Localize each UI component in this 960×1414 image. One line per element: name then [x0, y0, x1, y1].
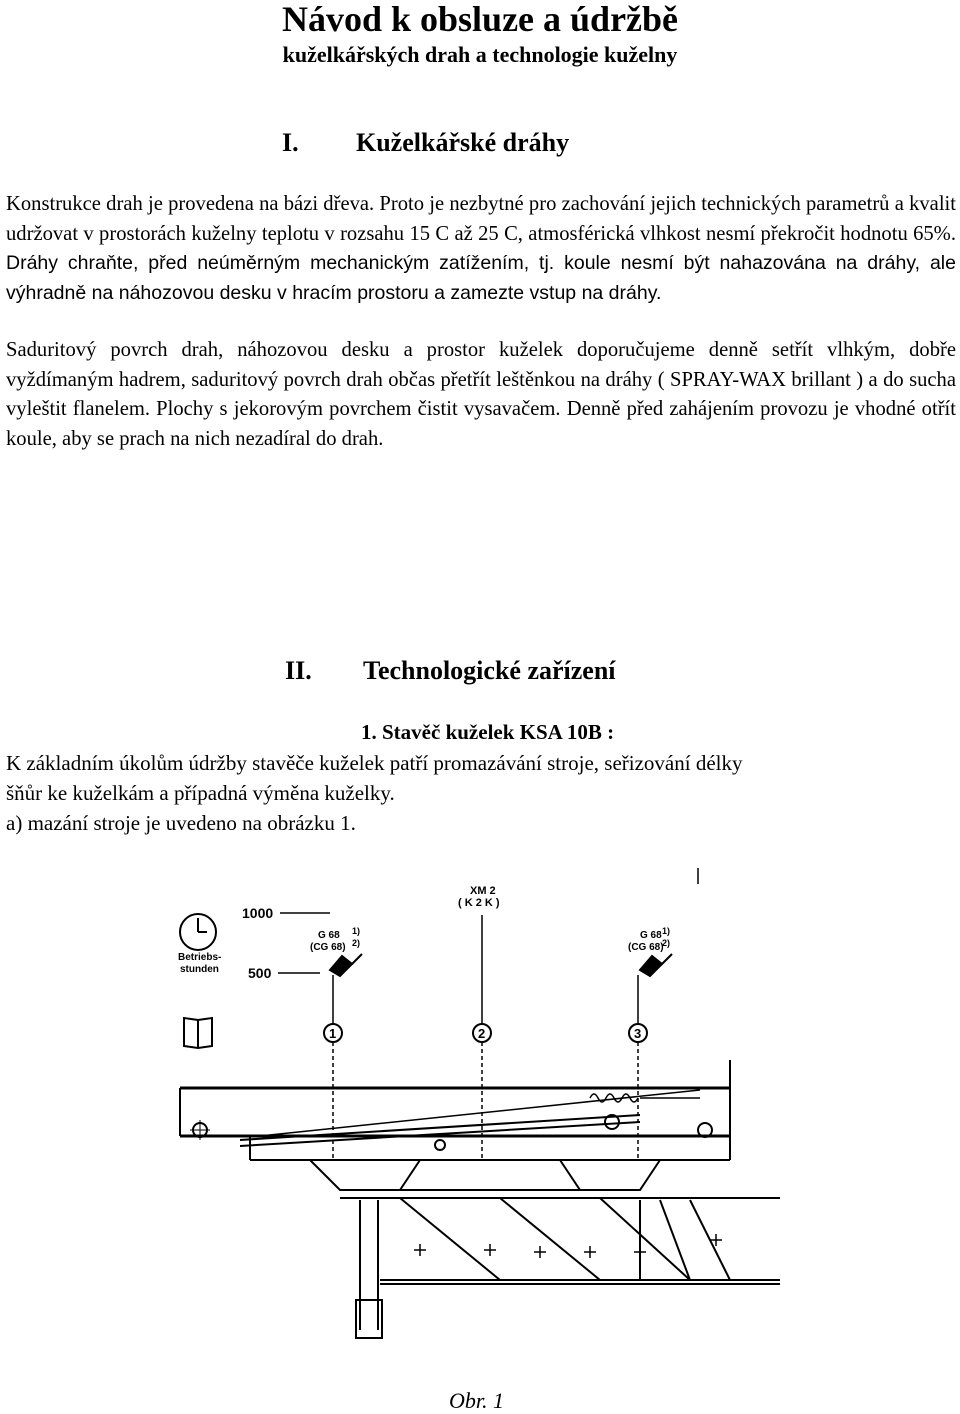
label-g68-left: G 68: [318, 930, 340, 941]
label-cg68-right: (CG 68): [628, 942, 664, 953]
oil-can-icon-right: [640, 954, 672, 976]
paragraph-2: Saduritový povrch drah, náhozovou desku a prostor kuželek doporučujeme denně setřít vlhkým, dobře vyždímaným hadrem, saduritový povrch drah občas přetřít leštěnkou na dráhy ( SPRAY-WAX brillant ) a do sucha vyleštit flanelem. Plochy s jekorovým povrchem čistit vysavačem. Denně před zahájením provozu je vhodné otřít koule, aby se prach na nich nezadíral do drah.: [6, 339, 956, 450]
label-notes-right-2: 2): [662, 938, 671, 948]
lubrication-point-2: [473, 1024, 491, 1042]
paragraph-1-part-1: Konstrukce drah je provedena na bázi dřeva. Proto je nezbytné pro zachování jejich technických parametrů a kvalit udržovat v prostorách kuželny teplotu v rozsahu 15 C až 25 C, atmosférická vlhkost nesmí překročit hodnotu 65%.: [6, 193, 956, 245]
svg-text:1: 1: [329, 1026, 337, 1041]
svg-text:2: 2: [478, 1026, 486, 1041]
paragraph-3-line-1: K základním úkolům údržby stavěče kuželek patří promazávání stroje, seřizování délky: [6, 751, 743, 775]
label-g68-right: G 68: [640, 930, 662, 941]
svg-text:3: 3: [634, 1026, 642, 1041]
label-cg68-left: (CG 68): [310, 942, 346, 953]
paragraph-3-line-3: a) mazání stroje je uvedeno na obrázku 1.: [6, 811, 356, 835]
label-k2k: ( K 2 K ): [458, 897, 500, 909]
label-xm: XM 2: [470, 885, 496, 897]
subsection-1-heading: 1. Stavěč kuželek KSA 10B :: [361, 720, 615, 744]
figure-caption: Obr. 1: [449, 1388, 505, 1413]
label-stunden: stunden: [180, 964, 219, 975]
label-betriebs: Betriebs-: [178, 952, 222, 963]
section-1-heading: [282, 128, 569, 158]
document-subtitle: kuželkářských drah a technologie kuželny: [282, 42, 678, 67]
section-2-title: Technologické zařízení: [363, 656, 616, 685]
machine-frame: [180, 1060, 730, 1160]
paragraph-1: [6, 190, 956, 308]
label-500: 500: [248, 965, 272, 981]
paragraph-3: [6, 748, 956, 838]
clock-icon: [180, 914, 216, 950]
section-1-title: Kuželkářské dráhy: [356, 128, 570, 157]
document-title: Návod k obsluze a údržbě: [281, 0, 679, 39]
book-icon: [184, 1018, 212, 1048]
section-2-number: II.: [285, 656, 312, 685]
label-notes-right-1: 1): [662, 926, 671, 936]
paragraph-1-part-2: Dráhy chraňte, před neúměrným mechanickým zatížením, tj. koule nesmí být nahazována na dráhy, ale výhradně na náhozovou desku v hracím prostoru a zamezte vstup na dráhy.: [6, 252, 956, 304]
figure-1-diagram: [0, 860, 960, 1380]
oil-can-icon-left: [330, 954, 362, 976]
machine-lower-section: [310, 1160, 780, 1338]
label-notes-left-2: 2): [352, 938, 361, 948]
label-1000: 1000: [242, 905, 274, 921]
paragraph-3-line-2: šňůr ke kuželkám a případná výměna kuželky.: [6, 781, 395, 805]
label-notes-left-1: 1): [352, 926, 361, 936]
section-1-number: I.: [282, 128, 299, 157]
section-2-heading: [285, 656, 616, 686]
lubrication-point-1: [324, 1024, 342, 1042]
lubrication-point-3: [629, 1024, 647, 1042]
